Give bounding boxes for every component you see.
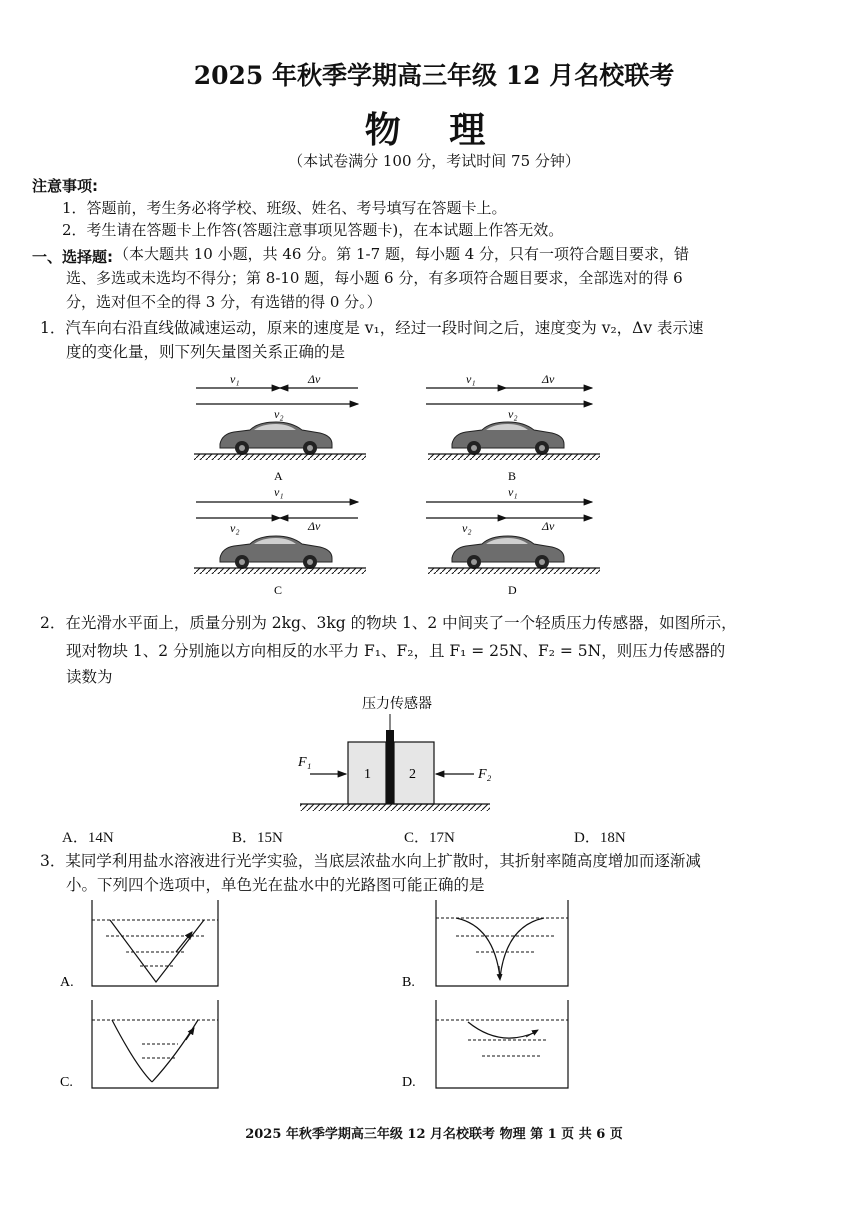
q1-label-b: B: [508, 469, 517, 483]
section-heading: 一、选择题:: [32, 248, 113, 266]
q2-option-c: C．17N: [404, 830, 455, 846]
q1-stem-line1: 1．汽车向右沿直线做减速运动，原来的速度是 v₁，经过一段时间之后，速度变为 v₂，Δv 表示速: [40, 319, 704, 337]
q2-stem-line2: 现对物块 1、2 分别施以方向相反的水平力 F₁、F₂，且 F₁ = 25N、F₂ = 5N，则压力传感器的: [66, 642, 726, 660]
q3-stem-line1: 3．某同学利用盐水溶液进行光学实验，当底层浓盐水向上扩散时，其折射率随高度增加而逐渐减: [40, 852, 701, 870]
q2-force-figure: [290, 690, 530, 820]
q3-panel-b: [402, 900, 568, 990]
q1-a-dv: Δv: [308, 372, 321, 386]
notice-item-1: 1．答题前，考生务必将学校、班级、姓名、考号填写在答题卡上。: [62, 199, 507, 217]
notice-item-2: 2．考生请在答题卡上作答(答题注意事项见答题卡)，在本试题上作答无效。: [62, 221, 564, 239]
q2-block2-label: 2: [409, 767, 416, 782]
subject-title: 物 理: [364, 109, 504, 151]
q1-panel-d: [426, 485, 600, 597]
q3-label-a: A.: [60, 975, 74, 990]
q2-f1-label: F₁: [298, 755, 312, 770]
q3-stem-line2: 小。下列四个选项中，单色光在盐水中的光路图可能正确的是: [66, 876, 485, 894]
q1-panel-a: [194, 372, 366, 483]
q2-option-a: A．14N: [62, 830, 114, 846]
section-desc-2: 选、多选或未选均不得分；第 8-10 题，每小题 6 分，有多项符合题目要求，全部选对的得 6: [66, 269, 683, 287]
exam-note: （本试卷满分 100 分，考试时间 75 分钟）: [288, 152, 580, 170]
q2-option-d: D．18N: [574, 830, 626, 846]
q1-vector-figure: [190, 368, 610, 600]
q2-sensor: [386, 730, 394, 804]
q1-b-v2: v₂: [508, 407, 518, 421]
q3-light-path-figure: [56, 896, 576, 1094]
q1-a-v2: v₂: [274, 407, 284, 421]
q2-stem-line1: 2．在光滑水平面上，质量分别为 2kg、3kg 的物块 1、2 中间夹了一个轻质压力传感器，如图所示，: [40, 614, 737, 632]
q1-label-c: C: [274, 583, 283, 597]
q1-d-dv: Δv: [542, 519, 555, 533]
q3-label-d: D.: [402, 1075, 416, 1090]
q1-panel-c: [194, 485, 366, 597]
q2-block1-label: 1: [364, 767, 371, 782]
q1-d-v1: v₁: [508, 485, 518, 499]
q1-label-a: A: [274, 469, 283, 483]
q1-label-d: D: [508, 583, 517, 597]
q1-c-v1: v₁: [274, 485, 284, 499]
q2-sensor-label: 压力传感器: [362, 697, 432, 712]
q2-stem-line3: 读数为: [66, 668, 113, 686]
q3-label-b: B.: [402, 975, 415, 990]
q3-panel-c: [60, 1000, 218, 1090]
q2-f2-label: F₂: [478, 767, 492, 782]
q3-panel-a: [60, 900, 218, 990]
q1-stem-line2: 度的变化量，则下列矢量图关系正确的是: [66, 343, 346, 361]
q1-a-v1: v₁: [230, 372, 240, 386]
q1-panel-b: [426, 372, 600, 483]
q3-label-c: C.: [60, 1075, 73, 1090]
q1-b-dv: Δv: [542, 372, 555, 386]
exam-title: 2025 年秋季学期高三年级 12 月名校联考: [193, 61, 675, 90]
section-desc-1: （本大题共 10 小题，共 46 分。第 1-7 题，每小题 4 分，只有一项符合题目要求，错: [114, 245, 690, 263]
q1-b-v1: v₁: [466, 372, 476, 386]
q1-c-v2: v₂: [230, 521, 240, 535]
page-footer: 2025 年秋季学期高三年级 12 月名校联考 物理 第 1 页 共 6 页: [245, 1127, 623, 1142]
q1-d-v2: v₂: [462, 521, 472, 535]
q3-panel-d: [402, 1000, 568, 1090]
q2-option-b: B．15N: [232, 830, 283, 846]
q1-c-dv: Δv: [308, 519, 321, 533]
section-desc-3: 分，选对但不全的得 3 分，有选错的得 0 分。）: [66, 293, 382, 311]
notice-heading: 注意事项:: [32, 177, 98, 195]
